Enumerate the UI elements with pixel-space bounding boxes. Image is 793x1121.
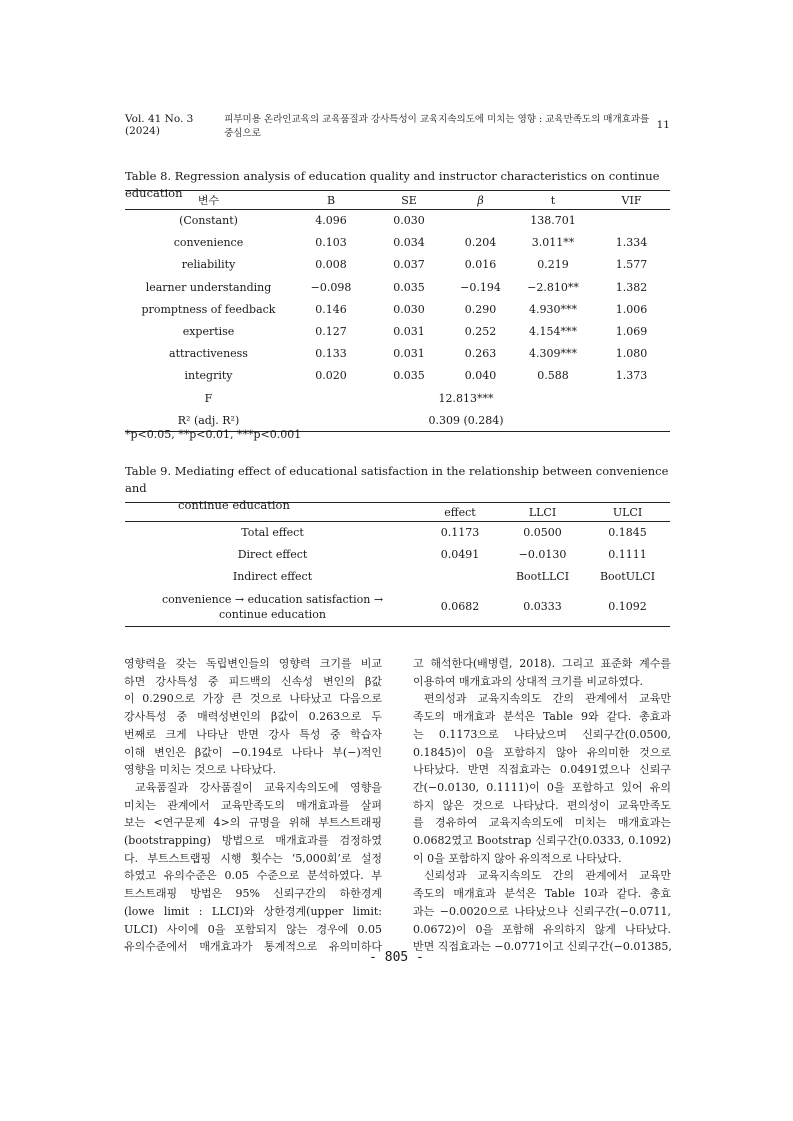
table-cell: 4.154*** <box>529 325 577 339</box>
table-cell: reliability <box>181 258 236 272</box>
column-header: ULCI <box>585 503 670 522</box>
table-row <box>125 566 670 588</box>
table-cell: 0.034 <box>393 236 425 250</box>
mediation-path-line: convenience → education satisfaction → <box>161 592 384 606</box>
table-cell: expertise <box>182 325 235 339</box>
table-cell: 1.080 <box>615 347 648 361</box>
column-header: SE <box>370 191 448 210</box>
body-text-line: 하였고 유의수준은 0.05 수준으로 분석하였다. 부 <box>124 869 382 883</box>
table-cell: 0.008 <box>315 258 347 272</box>
table-header-row <box>125 191 670 210</box>
table-cell: attractiveness <box>169 347 248 361</box>
table-cell: −0.098 <box>310 280 352 294</box>
table-row <box>125 544 670 566</box>
table-row <box>125 232 670 254</box>
body-text-left-column <box>124 655 382 956</box>
body-text-line: 다. 부트스트랩핑 시행 횟수는 ‘5,000회’로 설정 <box>124 851 382 865</box>
column-header: LLCI <box>500 503 585 522</box>
f-label: F <box>204 391 213 405</box>
body-text-line: 족도의 매개효과 분석은 Table 9와 같다. 총효과 <box>413 710 671 724</box>
table-cell: 0.146 <box>315 302 347 316</box>
volume-info: Vol. 41 No. 3 (2024) <box>125 113 194 137</box>
table-row <box>125 298 670 320</box>
table-cell <box>448 210 513 232</box>
body-text-line: (bootstrapping) 방법으로 매개효과를 검정하였 <box>124 834 382 848</box>
running-header <box>125 111 670 139</box>
table-row <box>125 254 670 276</box>
table-row <box>125 210 670 232</box>
table-cell: 0.204 <box>464 236 497 250</box>
body-text-line: 과는 −0.0020으로 나타났으나 신뢰구간(−0.0711, <box>413 904 671 918</box>
body-text-line: 미치는 관계에서 교육만족도의 매개효과를 살펴 <box>124 798 382 812</box>
table8 <box>125 190 670 432</box>
table-cell: 4.309*** <box>529 347 577 361</box>
page-number: - 805 - <box>369 950 424 965</box>
f-value: 12.813*** <box>438 391 494 405</box>
table-cell: 0.1845 <box>608 526 647 540</box>
table-cell: 1.373 <box>615 369 648 383</box>
table-cell: 0.040 <box>464 369 497 383</box>
table-cell: 0.252 <box>464 325 497 339</box>
body-text-line: 영향력을 갖는 독립변인들의 영향력 크기를 비교 <box>124 657 382 670</box>
body-text-line: 0.1845)이 0을 포함하지 않아 유의미한 것으로 <box>413 745 671 759</box>
table-row-mediation-path <box>125 588 670 626</box>
table-cell: 0.030 <box>393 214 425 228</box>
table-cell: 1.382 <box>615 280 648 294</box>
body-text-line: 트스트래핑 방법은 95% 신뢰구간의 하한경계 <box>124 887 382 901</box>
body-text-line: 보는 <연구문제 4>의 규명을 위해 부트스트래핑 <box>124 816 382 830</box>
column-header: VIF <box>593 191 670 210</box>
table-cell: 0.0491 <box>440 548 480 562</box>
mediation-path <box>125 588 420 626</box>
table-cell: 0.1111 <box>608 548 647 562</box>
table8-caption: Table 8. Regression analysis of education quality and instructor characteristics on continue education <box>125 169 660 200</box>
body-text-line: 편의성과 교육지속의도 간의 관계에서 교육만 <box>424 692 671 706</box>
mediation-path-line: continue education <box>219 607 326 621</box>
table-cell: Indirect effect <box>232 570 313 584</box>
column-header: B <box>292 191 370 210</box>
table-cell: 1.069 <box>615 325 648 339</box>
table-cell <box>420 566 500 588</box>
table-cell: promptness of feedback <box>141 302 276 316</box>
body-text-line: ULCI) 사이에 0을 포함되지 않는 경우에 0.05 <box>124 922 382 936</box>
table-cell: Direct effect <box>237 548 308 562</box>
r2-value: 0.309 (0.284) <box>292 409 670 431</box>
table-cell: 4.096 <box>315 214 347 228</box>
column-header <box>125 503 420 522</box>
table-cell: 0.037 <box>393 258 425 272</box>
table-cell <box>593 210 670 232</box>
table-cell: 0.031 <box>393 347 425 361</box>
table-cell: 0.0682 <box>420 588 500 626</box>
table-cell: 0.016 <box>464 258 497 272</box>
table-cell: 1.006 <box>615 302 648 316</box>
table-cell: learner understanding <box>145 280 272 294</box>
column-header: t <box>513 191 593 210</box>
body-text-line: 교육품질과 강사품질이 교육지속의도에 영향을 <box>135 780 382 794</box>
table-cell: 0.1173 <box>440 526 480 540</box>
table-cell: 0.263 <box>464 347 497 361</box>
table9-caption-line: Table 9. Mediating effect of educational satisfaction in the relationship between convenience and <box>125 464 669 495</box>
body-text-line: 번째로 크게 나타난 반면 강사 특성 중 학습자 <box>124 727 382 741</box>
table-row <box>125 320 670 342</box>
column-header: β <box>448 191 513 210</box>
body-text-line: 를 경유하여 교육지속의도에 미치는 매개효과는 <box>413 816 671 830</box>
body-text-line: 하지 않은 것으로 나타났다. 편의성이 교육만족도 <box>413 798 671 812</box>
table-cell: 0.290 <box>464 302 497 316</box>
body-text-line: 강사특성 중 매력성변인의 β값이 0.263으로 두 <box>124 710 382 724</box>
table-cell: −2.810** <box>527 280 579 294</box>
table-cell: 0.219 <box>537 258 569 272</box>
table-cell: 0.588 <box>537 369 569 383</box>
table-cell: 4.930*** <box>529 302 577 316</box>
body-text-line: 는 0.1173으로 나타났으며 신뢰구간(0.0500, <box>413 727 671 741</box>
table-header-row <box>125 503 670 522</box>
table-cell: 0.127 <box>315 325 347 339</box>
body-text-line: 이 0.290으로 가장 큰 것으로 나타났고 다음으로 <box>124 692 382 706</box>
body-text-line: 이 0을 포함하지 않아 유의적으로 나타났다. <box>413 851 622 865</box>
table-cell: BootULCI <box>599 570 656 584</box>
body-text-line: (lowe limit : LLCI)와 상한경계(upper limit: <box>124 904 382 918</box>
table-row <box>125 365 670 387</box>
table-cell: 0.031 <box>393 325 425 339</box>
table9-caption-line: continue education <box>178 498 290 512</box>
table-cell: 0.030 <box>393 302 425 316</box>
table-cell: convenience <box>173 236 244 250</box>
table-cell: 1.334 <box>615 236 648 250</box>
table-cell: 1.577 <box>615 258 648 272</box>
table-cell: 0.0500 <box>523 526 562 540</box>
table9 <box>125 502 670 627</box>
table-cell: 0.0333 <box>500 588 585 626</box>
body-text-line: 족도의 매개효과 분석은 Table 10과 같다. 총효 <box>413 887 671 901</box>
body-text-line: 0.0682였고 Bootstrap 신뢰구간(0.0333, 0.1092) <box>413 834 671 848</box>
body-text-right-column <box>413 655 671 956</box>
body-text-line: 고 해석한다(배병렬, 2018). 그리고 표준화 계수를 <box>413 657 671 670</box>
body-text-line: 영향을 미치는 것으로 나타났다. <box>124 763 277 777</box>
body-text-line: 유의수준에서 매개효과가 통계적으로 유의미하다 <box>124 940 382 954</box>
r2-label: R² (adj. R²) <box>125 409 292 431</box>
table-row <box>125 522 670 544</box>
table-cell: 138.701 <box>530 214 576 228</box>
body-text-line: 신뢰성과 교육지속의도 간의 관계에서 교육만 <box>424 869 671 883</box>
significance-note: *p<0.05, **p<0.01, ***p<0.001 <box>125 428 302 441</box>
table-cell: 0.103 <box>315 236 347 250</box>
table-cell: 3.011** <box>531 236 575 250</box>
body-text-line: 이용하여 매개효과의 상대적 크기를 비교하였다. <box>413 674 644 688</box>
table-row <box>125 343 670 365</box>
body-text-line: 반면 직접효과는 −0.0771이고 신뢰구간(−0.01385, <box>413 940 672 954</box>
table-cell: 0.1092 <box>585 588 670 626</box>
header-page-number: 11 <box>656 119 670 131</box>
table-cell: 0.035 <box>393 369 425 383</box>
table-cell: 0.133 <box>315 347 347 361</box>
table-row <box>125 276 670 298</box>
body-text-line: 나타났다. 반면 직접효과는 0.0491였으나 신뢰구 <box>413 763 671 777</box>
table-cell: 0.035 <box>393 280 425 294</box>
column-header: effect <box>420 503 500 522</box>
table-cell: Total effect <box>241 526 304 540</box>
table-cell: (Constant) <box>179 214 238 228</box>
table-cell: 0.020 <box>315 369 347 383</box>
table-cell: BootLLCI <box>515 570 570 584</box>
body-text-line: 하면 강사특성 중 피드백의 신속성 변인의 β값 <box>124 674 382 688</box>
column-header: 변수 <box>125 191 292 210</box>
body-text-line: 이해 변인은 β값이 −0.194로 나타나 부(−)적인 <box>124 745 382 759</box>
table-row-f <box>125 387 670 409</box>
table-cell: −0.194 <box>460 280 501 294</box>
running-title: 피부미용 온라인교육의 교육품질과 강사특성이 교육지속의도에 미치는 영향 : 교육만족도의 매개효과를 중심으로 <box>224 114 650 139</box>
table-cell: −0.0130 <box>518 548 567 562</box>
body-text-line: 0.0672)이 0을 포함해 유의하지 않게 나타났다. <box>413 922 671 936</box>
body-text-line: 간(−0.0130, 0.1111)이 0을 포함하고 있어 유의 <box>413 780 671 794</box>
table-cell: integrity <box>184 369 233 383</box>
